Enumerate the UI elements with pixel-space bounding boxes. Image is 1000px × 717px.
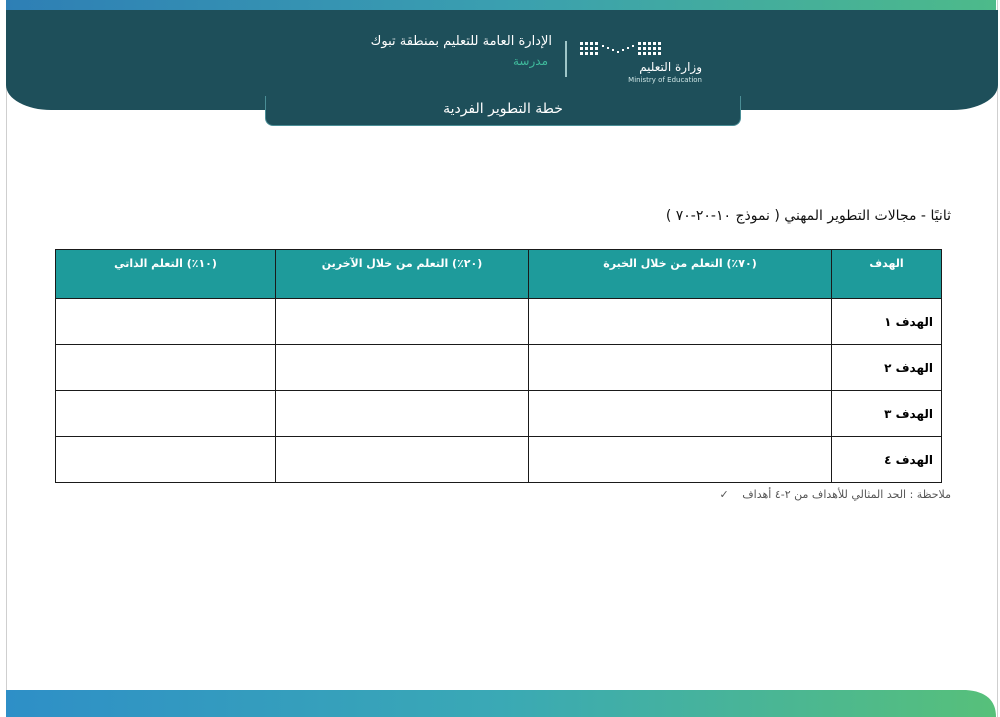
self-cell[interactable] [56,345,276,391]
table-row [56,299,942,345]
table-row [56,345,942,391]
header-band [6,10,998,110]
experience-cell[interactable] [529,437,832,483]
note-text: ملاحظة : الحد المثالي للأهداف من ٢-٤ أهداف [742,488,951,501]
school-label: مدرسة [512,54,548,68]
goal-label: الهدف ٢ [832,345,942,391]
experience-cell[interactable] [529,299,832,345]
self-cell[interactable] [56,299,276,345]
table-header-row [56,250,942,299]
bottom-band [6,687,996,717]
table-row [56,437,942,483]
header-others: (٢٠٪) التعلم من خلال الآخرين [276,250,529,299]
logo-separator [565,41,567,77]
header-experience: (٧٠٪) التعلم من خلال الخبرة [529,250,832,299]
goal-label: الهدف ١ [832,299,942,345]
others-cell[interactable] [276,345,529,391]
self-cell[interactable] [56,437,276,483]
self-cell[interactable] [56,391,276,437]
logo-english-text: Ministry of Education [628,76,702,84]
header-goal: الهدف [832,250,942,299]
section-title: ثانيًا - مجالات التطوير المهني ( نموذج ١٠-٢٠-٧٠ ) [665,208,951,224]
others-cell[interactable] [276,437,529,483]
check-icon: ✓ [719,488,729,501]
directorate-name: الإدارة العامة للتعليم بمنطقة تبوك [370,34,552,49]
header-self: (١٠٪) التعلم الذاتي [56,250,276,299]
plan-title: خطة التطوير الفردية [265,96,741,126]
experience-cell[interactable] [529,391,832,437]
goal-label: الهدف ٤ [832,437,942,483]
goal-label: الهدف ٣ [832,391,942,437]
ministry-logo [578,38,708,88]
others-cell[interactable] [276,299,529,345]
note [720,488,951,501]
experience-cell[interactable] [529,345,832,391]
logo-dots-icon [580,42,661,55]
table-row [56,391,942,437]
others-cell[interactable] [276,391,529,437]
goals-table [55,249,942,483]
logo-arabic-text: وزارة التعليم [639,60,702,74]
top-stripe [6,0,996,10]
